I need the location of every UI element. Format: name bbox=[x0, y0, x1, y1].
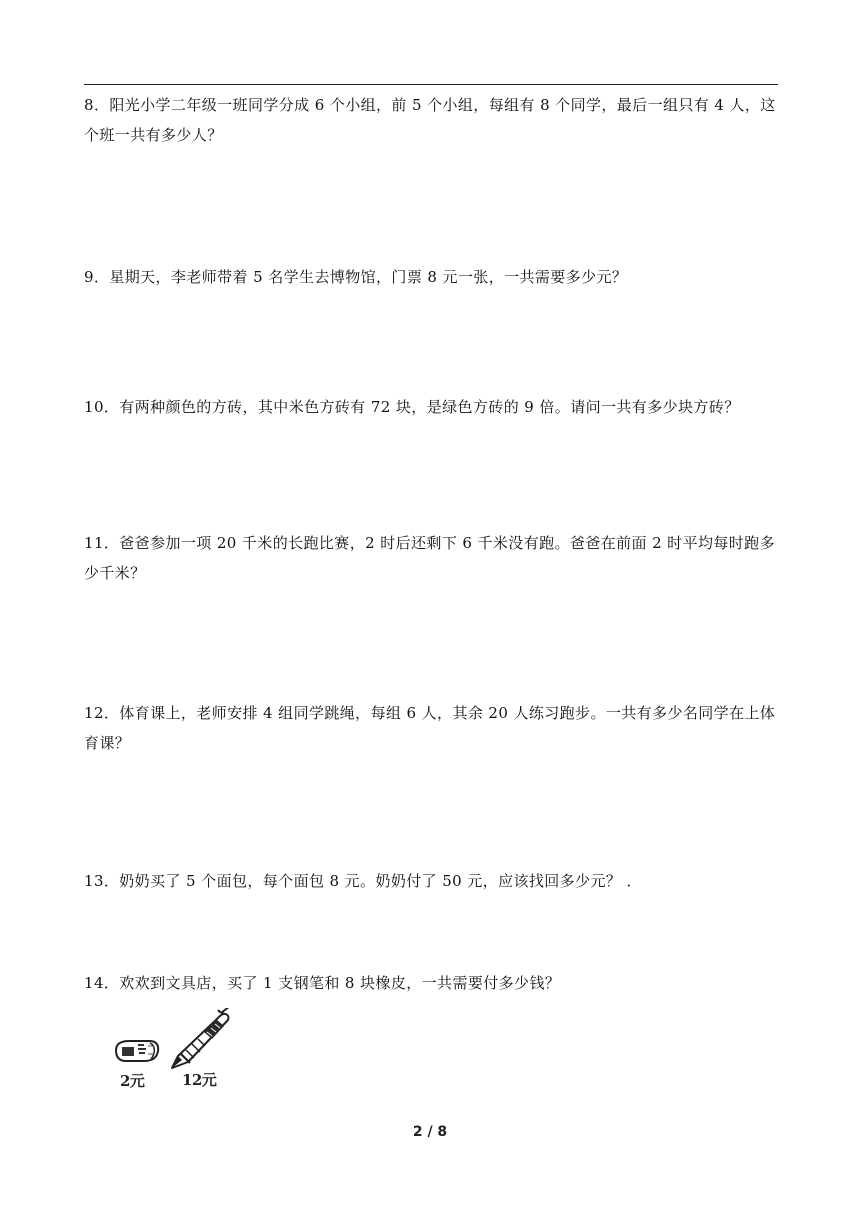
question-11: 11．爸爸参加一项 20 千米的长跑比赛，2 时后还剩下 6 千米没有跑。爸爸在前面 2 时平均每时跑多少千米？ bbox=[84, 534, 775, 582]
page-number: 2 / 8 bbox=[412, 1124, 448, 1140]
header-rule bbox=[84, 84, 778, 85]
pen-icon bbox=[172, 1008, 230, 1068]
question-14: 14．欢欢到文具店，买了 1 支钢笔和 8 块橡皮，一共需要付多少钱？ bbox=[84, 974, 561, 992]
question-9: 9．星期天，李老师带着 5 名学生去博物馆，门票 8 元一张，一共需要多少元？ bbox=[84, 268, 628, 286]
question-12: 12．体育课上，老师安排 4 组同学跳绳，每组 6 人，其余 20 人练习跑步。一共有多少名同学在上体育课？ bbox=[84, 704, 776, 752]
eraser-price: 2元 bbox=[120, 1072, 145, 1090]
pen-price: 12元 bbox=[182, 1071, 217, 1089]
question-13: 13．奶奶买了 5 个面包，每个面包 8 元。奶奶付了 50 元，应该找回多少元？ ． bbox=[84, 872, 642, 890]
eraser-icon bbox=[116, 1041, 158, 1061]
question-10: 10．有两种颜色的方砖，其中米色方砖有 72 块，是绿色方砖的 9 倍。请问一共有多少块方砖？ bbox=[84, 398, 740, 416]
question-8: 8．阳光小学二年级一班同学分成 6 个小组，前 5 个小组，每组有 8 个同学，最后一组只有 4 人，这个班一共有多少人？ bbox=[84, 96, 776, 144]
stationery-figure bbox=[108, 1008, 238, 1094]
